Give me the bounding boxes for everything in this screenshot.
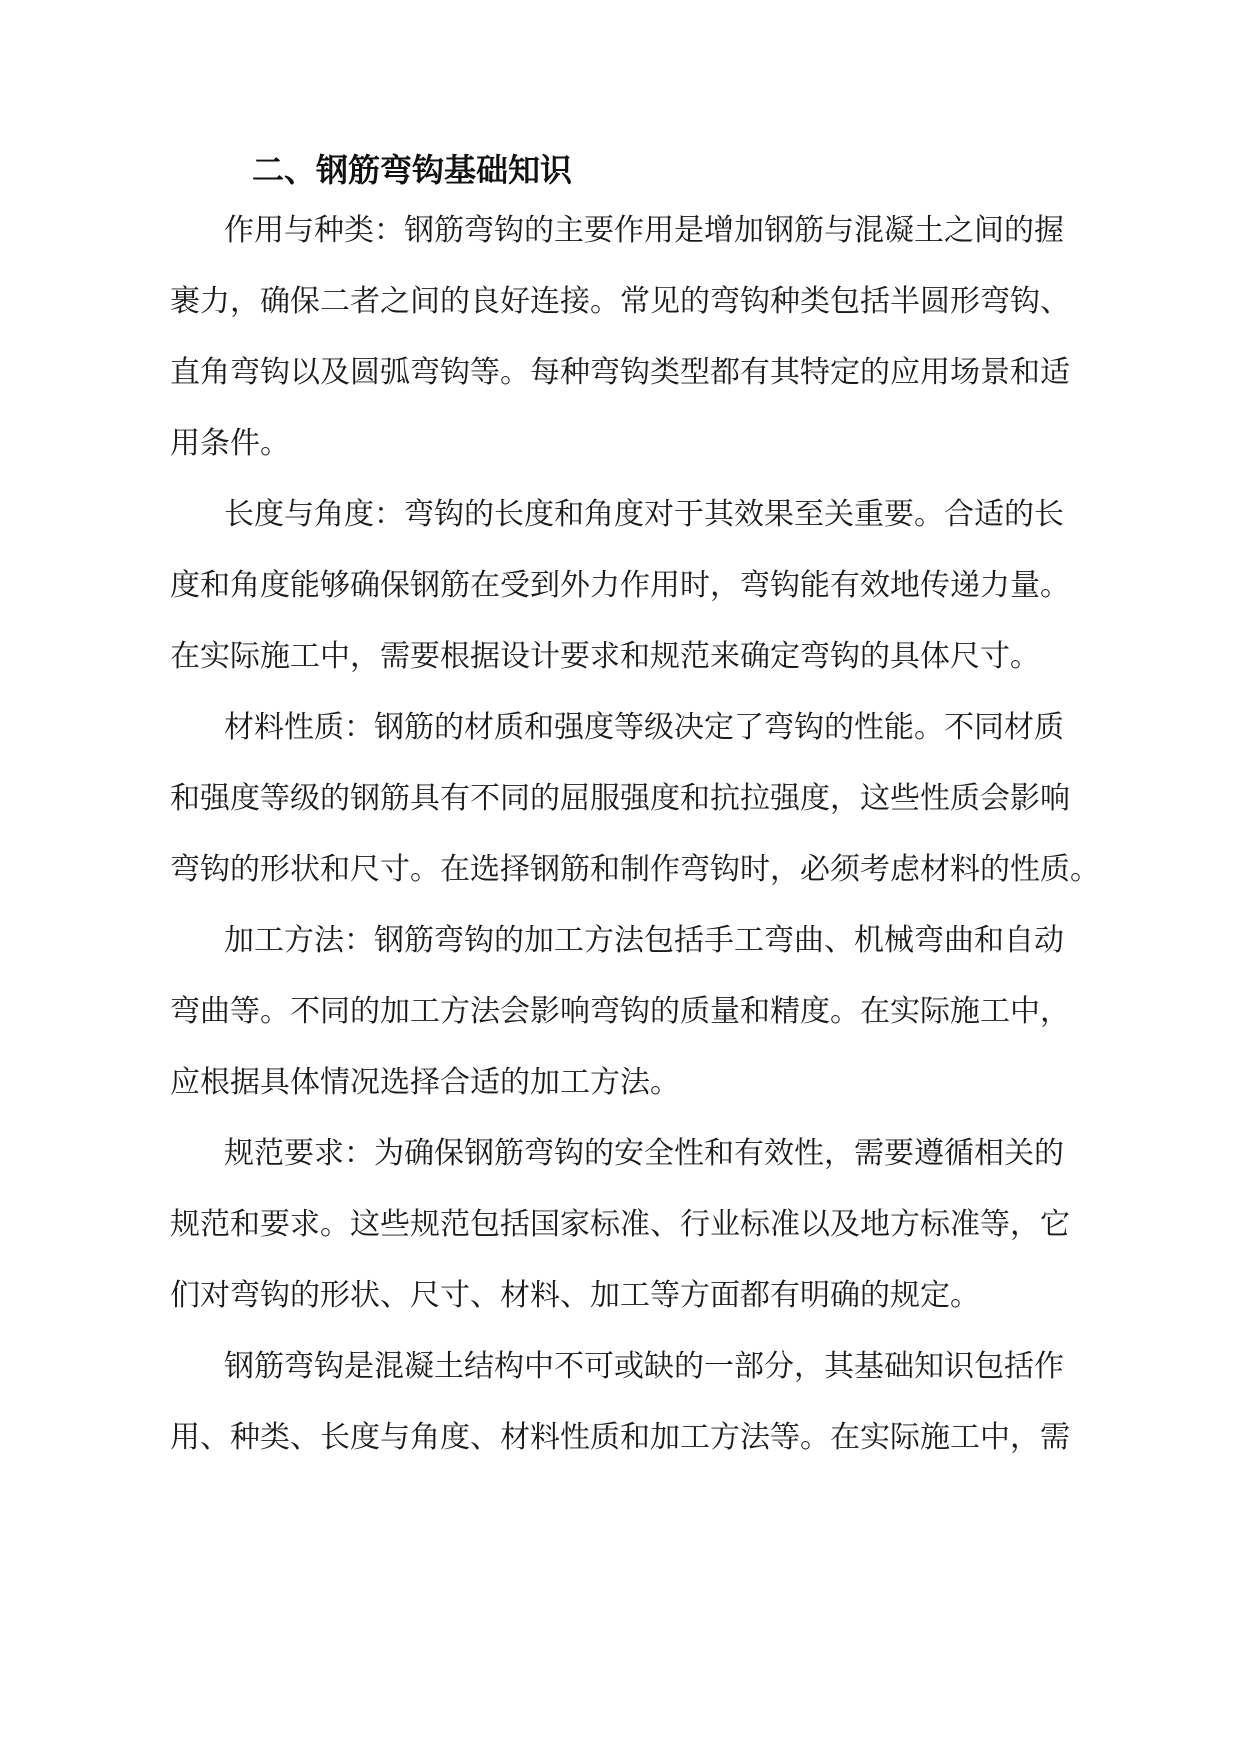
paragraph-line: 材料性质：钢筋的材质和强度等级决定了弯钩的性能。不同材质 <box>224 710 1064 745</box>
paragraph-line: 加工方法：钢筋弯钩的加工方法包括手工弯曲、机械弯曲和自动 <box>224 923 1064 958</box>
paragraph-line: 应根据具体情况选择合适的加工方法。 <box>170 1065 680 1100</box>
paragraph-line: 和强度等级的钢筋具有不同的屈服强度和抗拉强度，这些性质会影响 <box>170 781 1070 816</box>
paragraph-line: 用、种类、长度与角度、材料性质和加工方法等。在实际施工中，需 <box>170 1420 1070 1455</box>
paragraph-line: 用条件。 <box>170 426 290 461</box>
paragraph-line: 钢筋弯钩是混凝土结构中不可或缺的一部分，其基础知识包括作 <box>224 1349 1064 1384</box>
paragraph-line: 长度与角度：弯钩的长度和角度对于其效果至关重要。合适的长 <box>224 497 1064 532</box>
paragraph-line: 弯钩的形状和尺寸。在选择钢筋和制作弯钩时，必须考虑材料的性质。 <box>170 852 1100 887</box>
paragraph-line: 们对弯钩的形状、尺寸、材料、加工等方面都有明确的规定。 <box>170 1278 980 1313</box>
paragraph-line: 规范要求：为确保钢筋弯钩的安全性和有效性，需要遵循相关的 <box>224 1136 1064 1171</box>
paragraph-line: 规范和要求。这些规范包括国家标准、行业标准以及地方标准等，它 <box>170 1207 1070 1242</box>
paragraph-line: 弯曲等。不同的加工方法会影响弯钩的质量和精度。在实际施工中， <box>170 994 1070 1029</box>
paragraph-line: 在实际施工中，需要根据设计要求和规范来确定弯钩的具体尺寸。 <box>170 639 1040 674</box>
paragraph-line: 直角弯钩以及圆弧弯钩等。每种弯钩类型都有其特定的应用场景和适 <box>170 355 1070 390</box>
paragraph-line: 度和角度能够确保钢筋在受到外力作用时，弯钩能有效地传递力量。 <box>170 568 1070 603</box>
paragraph-line: 作用与种类：钢筋弯钩的主要作用是增加钢筋与混凝土之间的握 <box>224 213 1064 248</box>
paragraph-line: 裹力，确保二者之间的良好连接。常见的弯钩种类包括半圆形弯钩、 <box>170 284 1070 319</box>
section-heading: 二、钢筋弯钩基础知识 <box>252 151 573 189</box>
